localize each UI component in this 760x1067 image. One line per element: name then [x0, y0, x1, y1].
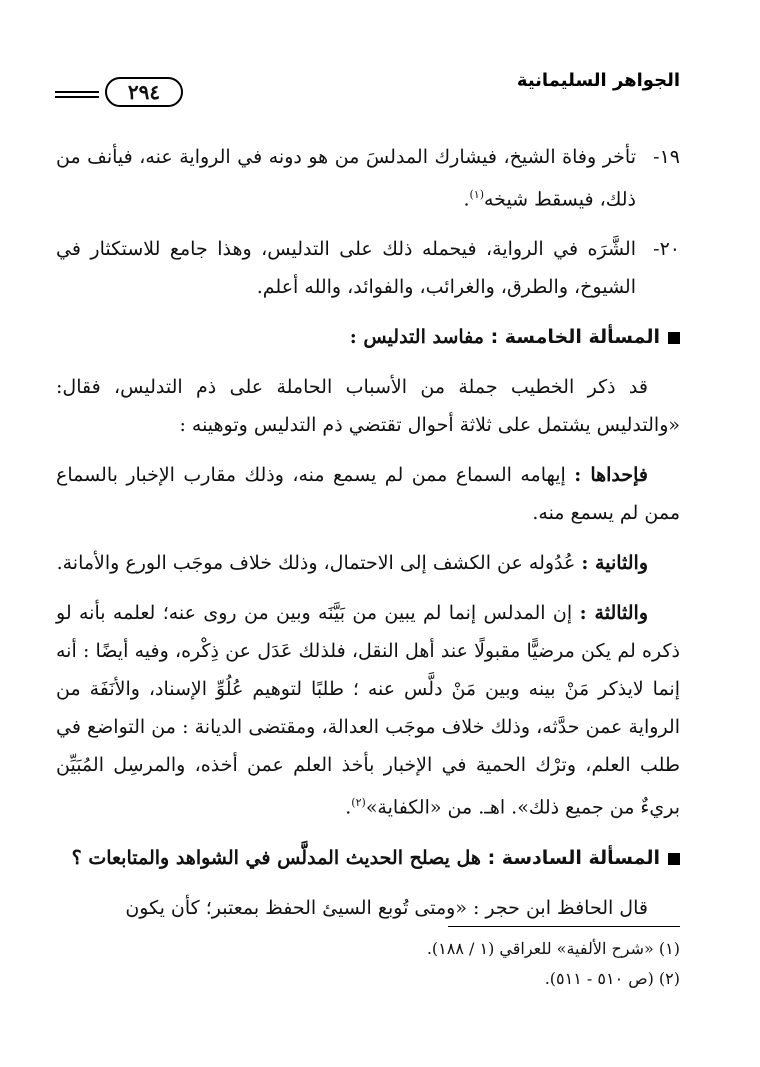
- section-heading: [56, 839, 680, 877]
- section-heading: [56, 318, 680, 356]
- punctuation: .: [463, 188, 470, 211]
- item-text: تأخر وفاة الشيخ، فيشارك المدلسَ من هو دونه في الرواية عنه، فيأنف من ذلك، فيسقط شيخه: [56, 146, 636, 211]
- section-title: هل يصلح الحديث المدلَّس في الشواهد والمتابعات ؟: [71, 846, 481, 869]
- footnotes: [56, 934, 680, 994]
- footnote-ref: (١): [469, 188, 484, 201]
- section-title: مفاسد التدليس :: [349, 326, 484, 349]
- header-rule: [55, 91, 99, 93]
- paragraph: قال الحافظ ابن حجر : «ومتى تُوبع السيئ الحفظ بمعتبر؛ كأن يكون: [125, 896, 648, 919]
- footnote: (٢) (ص ٥١٠ - ٥١١).: [544, 969, 680, 988]
- item-text: الشَّرَه في الرواية، فيحمله ذلك على التدليس، وهذا جامع للاستكثار في الشيوخ، والطرق، والغرائب، والفوائد، والله أعلم.: [56, 238, 636, 299]
- footnote-separator: [448, 926, 680, 927]
- paragraph: [56, 544, 680, 582]
- square-bullet-icon: [668, 332, 680, 344]
- running-title: الجواهر السليمانية: [516, 70, 680, 91]
- square-bullet-icon: [668, 853, 680, 865]
- paragraph-text: إيهامه السماع ممن لم يسمع منه، وذلك مقارب الإخبار بالسماع ممن لم يسمع منه.: [56, 464, 680, 525]
- header-rule: [55, 96, 99, 98]
- page-header: [55, 68, 680, 108]
- paragraph-text: إن المدلس إنما لم يبين من بَيَّنَه وبين من روى عنه؛ لعلمه بأنه لو ذكره لم يكن مرضيًّا مقبولًا عند أهل النقل، فلذلك عَدَل عن ذِكْره، وفيه أيضًا : أنه إنما لايذكر مَنْ بينه وبين مَنْ دلَّس عنه ؛ طلبًا لتوهيم عُلُوِّ الإسناد، والأنَفَة من الرواية عمن حدَّثه، وذلك خلاف موجَب العدالة، ومقتضى الديانة : من التواضع في طلب العلم، وترْك الحمية في الإخبار بأخذ العلم عمن أخذه، والمرسِل المُبَيِّن بريءٌ من جميع ذلك». اهـ. من «الكفاية»: [56, 602, 680, 819]
- paragraph-lead: فإحداها :: [574, 464, 648, 487]
- section-label: المسألة الخامسة :: [490, 326, 660, 349]
- section-label: المسألة السادسة :: [487, 846, 660, 869]
- footnote-ref: (٢): [351, 796, 366, 810]
- list-item: [56, 230, 680, 306]
- paragraph-lead: والثانية :: [581, 552, 648, 575]
- paragraph-text: عُدُوله عن الكشف إلى الاحتمال، وذلك خلاف موجَب الورع والأمانة.: [56, 552, 576, 575]
- item-number: ١٩-: [653, 146, 680, 168]
- paragraph: [56, 594, 680, 826]
- paragraph: قد ذكر الخطيب جملة من الأسباب الحاملة على ذم التدليس، فقال: «والتدليس يشتمل على ثلاثة أحوال تقتضي ذم التدليس وتوهينه :: [56, 376, 680, 437]
- page-body: [56, 138, 680, 939]
- punctuation: .: [345, 796, 352, 819]
- item-number: ٢٠-: [653, 238, 680, 261]
- page-number: ٢٩٤: [105, 77, 183, 107]
- footnote: (١) «شرح الألفية» للعراقي (١ / ١٨٨).: [426, 939, 680, 958]
- list-item: [56, 138, 680, 218]
- paragraph-lead: والثالثة :: [579, 602, 649, 625]
- paragraph: [56, 456, 680, 532]
